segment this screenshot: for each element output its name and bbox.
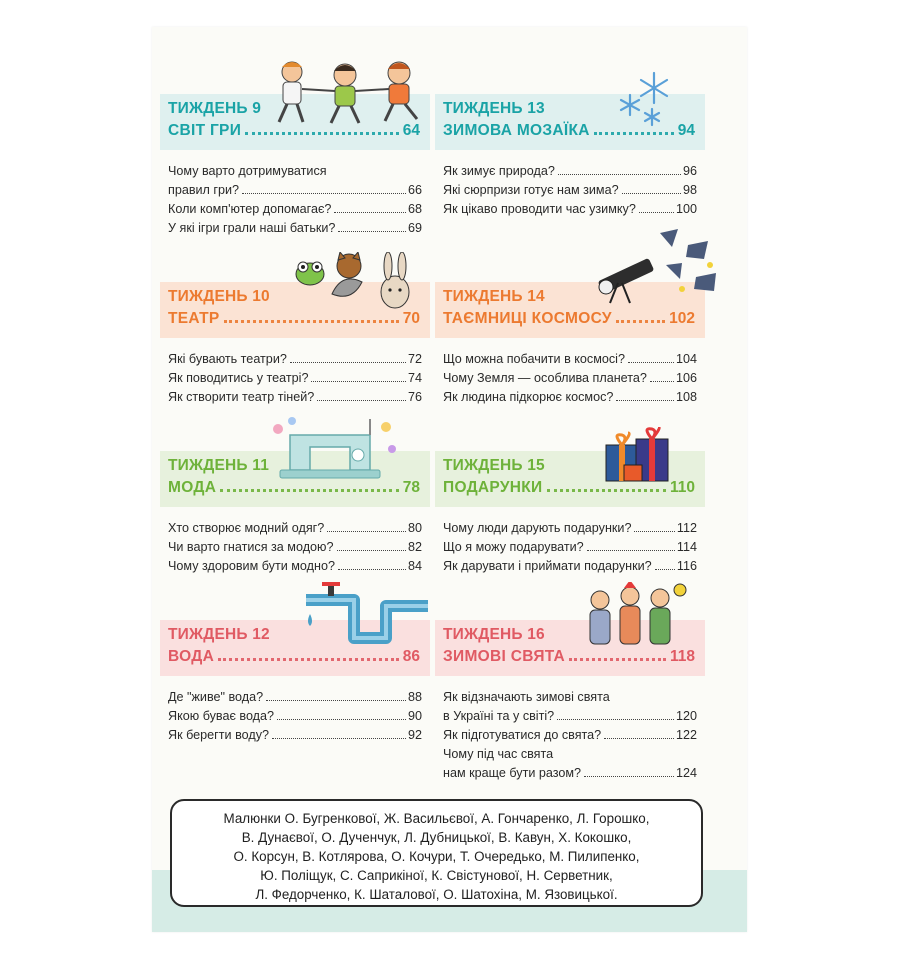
- week-number: ТИЖДЕНЬ 9: [168, 100, 262, 117]
- week-title: ВОДА: [168, 648, 215, 665]
- entry-text: в Україні та у світі?: [443, 709, 555, 723]
- entry-page: 116: [676, 559, 697, 573]
- toc-entry[interactable]: [168, 200, 422, 219]
- entry-text: правил гри?: [168, 183, 240, 197]
- entry-page: 69: [407, 221, 422, 235]
- entry-text: Як поводитись у театрі?: [168, 371, 309, 385]
- entry-page: 108: [675, 390, 697, 404]
- entry-page: 120: [675, 709, 697, 723]
- entry-text-line: Чому під час свята: [443, 747, 554, 761]
- week-number: ТИЖДЕНЬ 16: [443, 626, 545, 643]
- week-number: ТИЖДЕНЬ 15: [443, 457, 545, 474]
- entry-page: 112: [676, 521, 697, 535]
- week-number: ТИЖДЕНЬ 13: [443, 100, 545, 117]
- leader-dots: [266, 700, 406, 701]
- entry-text: Якою буває вода?: [168, 709, 275, 723]
- entry-page: 82: [407, 540, 422, 554]
- toc-entry[interactable]: [168, 350, 422, 369]
- entry-page: 80: [407, 521, 422, 535]
- leader-dots: [290, 362, 406, 363]
- week-12-entries: [160, 688, 430, 745]
- entry-text: Чому люди дарують подарунки?: [443, 521, 632, 535]
- leader-dots: [334, 212, 406, 213]
- entry-page: 106: [675, 371, 697, 385]
- toc-entry[interactable]: [443, 707, 697, 726]
- entry-page: 84: [407, 559, 422, 573]
- toc-entry[interactable]: [443, 369, 697, 388]
- toc-entry[interactable]: [443, 200, 697, 219]
- leader-dots: [338, 231, 406, 232]
- leader-dots: [317, 400, 406, 401]
- children-playing-icon: [267, 57, 432, 127]
- week-9-entries: [160, 162, 430, 238]
- carolers-icon: [580, 582, 690, 652]
- sewing-machine-icon: [270, 415, 400, 485]
- leader-dots: [311, 381, 406, 382]
- week-title-row[interactable]: [443, 308, 695, 330]
- leader-dots: [557, 719, 674, 720]
- leader-dots: [655, 569, 675, 570]
- credits-line: О. Корсун, В. Котлярова, О. Кочури, Т. Очередько, М. Пилипенко,: [233, 849, 640, 864]
- entry-page: 66: [407, 183, 422, 197]
- entry-text: Як зимує природа?: [443, 164, 555, 178]
- entry-page: 90: [407, 709, 422, 723]
- toc-entry[interactable]: [443, 764, 697, 783]
- week-page: 94: [677, 122, 695, 139]
- leader-dots: [218, 658, 399, 661]
- leader-dots: [547, 489, 666, 492]
- toc-entry[interactable]: [443, 162, 697, 181]
- entry-text: Хто створює модний одяг?: [168, 521, 325, 535]
- leader-dots: [628, 362, 674, 363]
- leader-dots: [277, 719, 406, 720]
- entry-text: Які сюрпризи готує нам зима?: [443, 183, 619, 197]
- credits-line: Л. Федорченко, К. Шаталової, О. Шатохіна, М. Язовицької.: [255, 887, 618, 902]
- leader-dots: [650, 381, 674, 382]
- entry-text: Чи варто гнатися за модою?: [168, 540, 334, 554]
- week-page: 110: [669, 479, 695, 496]
- toc-entry[interactable]: [443, 538, 697, 557]
- toc-entry[interactable]: [168, 538, 422, 557]
- entry-text-line: Чому варто дотримуватися: [168, 164, 327, 178]
- entry-text: Як підготуватися до свята?: [443, 728, 602, 742]
- toc-entry[interactable]: [443, 557, 697, 576]
- toc-entry[interactable]: [443, 726, 697, 745]
- entry-text: Що я можу подарувати?: [443, 540, 584, 554]
- week-number: ТИЖДЕНЬ 10: [168, 288, 270, 305]
- leader-dots: [242, 193, 406, 194]
- entry-text: Що можна побачити в космосі?: [443, 352, 625, 366]
- entry-page: 76: [407, 390, 422, 404]
- week-13-entries: [435, 162, 705, 219]
- entry-text-line: Як відзначають зимові свята: [443, 690, 610, 704]
- week-15-entries: [435, 519, 705, 576]
- leader-dots: [220, 489, 399, 492]
- entry-text: Як дарувати і приймати подарунки?: [443, 559, 652, 573]
- water-pipe-icon: [302, 582, 432, 652]
- toc-entry[interactable]: [168, 388, 422, 407]
- week-number: ТИЖДЕНЬ 14: [443, 288, 545, 305]
- entry-page: 104: [675, 352, 697, 366]
- toc-entry[interactable]: [168, 557, 422, 576]
- entry-page: 114: [676, 540, 697, 554]
- contents-page: [152, 27, 747, 932]
- entry-page: 122: [675, 728, 697, 742]
- leader-dots: [272, 738, 406, 739]
- entry-text: Які бувають театри?: [168, 352, 287, 366]
- credits-line: В. Дунаєвої, О. Дученчук, Л. Дубницької, В. Кавун, Х. Кокошко,: [241, 830, 632, 845]
- leader-dots: [587, 550, 675, 551]
- leader-dots: [616, 320, 665, 323]
- entry-text: У які ігри грали наші батьки?: [168, 221, 336, 235]
- entry-page: 74: [407, 371, 422, 385]
- credits-line: Малюнки О. Бугренкової, Ж. Васильєвої, А. Гончаренко, Л. Горошко,: [223, 811, 650, 826]
- entry-text: Як створити театр тіней?: [168, 390, 315, 404]
- toc-entry[interactable]: [168, 707, 422, 726]
- toc-entry[interactable]: [443, 519, 697, 538]
- toc-entry[interactable]: [168, 519, 422, 538]
- leader-dots: [558, 174, 681, 175]
- week-title: МОДА: [168, 479, 217, 496]
- toc-entry[interactable]: [443, 350, 697, 369]
- leader-dots: [327, 531, 406, 532]
- week-10-entries: [160, 350, 430, 407]
- puppets-icon: [292, 252, 422, 314]
- toc-entry[interactable]: [168, 181, 422, 200]
- week-14-entries: [435, 350, 705, 407]
- entry-text: Чому Земля — особлива планета?: [443, 371, 647, 385]
- gift-boxes-icon: [602, 427, 672, 483]
- toc-entry[interactable]: [443, 181, 697, 200]
- entry-page: 96: [682, 164, 697, 178]
- week-page: 70: [402, 310, 420, 327]
- week-title: ТЕАТР: [168, 310, 220, 327]
- entry-page: 98: [682, 183, 697, 197]
- week-number: ТИЖДЕНЬ 12: [168, 626, 270, 643]
- week-title: СВІТ ГРИ: [168, 122, 242, 139]
- leader-dots: [569, 658, 666, 661]
- week-page: 78: [402, 479, 420, 496]
- entry-page: 68: [407, 202, 422, 216]
- entry-text: Коли комп'ютер допомагає?: [168, 202, 332, 216]
- week-title: ТАЄМНИЦІ КОСМОСУ: [443, 310, 612, 327]
- toc-entry[interactable]: [443, 388, 697, 407]
- week-title: ЗИМОВІ СВЯТА: [443, 648, 566, 665]
- leader-dots: [337, 550, 406, 551]
- entry-text: Де "живе" вода?: [168, 690, 264, 704]
- entry-text: Чому здоровим бути модно?: [168, 559, 335, 573]
- week-page: 118: [669, 648, 695, 665]
- week-page: 86: [402, 648, 420, 665]
- leader-dots: [604, 738, 674, 739]
- entry-text: Як цікаво проводити час узимку?: [443, 202, 636, 216]
- leader-dots: [634, 531, 674, 532]
- entry-page: 100: [675, 202, 697, 216]
- toc-entry[interactable]: [168, 726, 422, 745]
- leader-dots: [616, 400, 674, 401]
- entry-text: Як людина підкорює космос?: [443, 390, 614, 404]
- snowflakes-icon: [614, 69, 674, 129]
- leader-dots: [245, 132, 399, 135]
- leader-dots: [594, 132, 674, 135]
- leader-dots: [584, 776, 674, 777]
- week-number: ТИЖДЕНЬ 11: [168, 457, 270, 474]
- week-page: 102: [669, 310, 695, 327]
- toc-entry[interactable]: [168, 688, 422, 707]
- illustrator-credits: [170, 799, 703, 907]
- week-16-entries: [435, 688, 705, 783]
- leader-dots: [639, 212, 674, 213]
- entry-text: Як берегти воду?: [168, 728, 270, 742]
- credits-line: Ю. Поліщук, С. Саприкіної, К. Свістунової, Н. Серветник,: [260, 868, 613, 883]
- entry-page: 88: [407, 690, 422, 704]
- week-title: ЗИМОВА МОЗАЇКА: [443, 122, 590, 139]
- toc-entry[interactable]: [168, 219, 422, 238]
- leader-dots: [622, 193, 681, 194]
- telescope-icon: [592, 225, 732, 305]
- entry-page: 92: [407, 728, 422, 742]
- week-title: ПОДАРУНКИ: [443, 479, 543, 496]
- entry-page: 72: [407, 352, 422, 366]
- leader-dots: [224, 320, 399, 323]
- week-page: 64: [402, 122, 420, 139]
- week-11-entries: [160, 519, 430, 576]
- entry-page: 124: [675, 766, 697, 780]
- toc-entry[interactable]: [168, 369, 422, 388]
- leader-dots: [338, 569, 406, 570]
- entry-text: нам краще бути разом?: [443, 766, 582, 780]
